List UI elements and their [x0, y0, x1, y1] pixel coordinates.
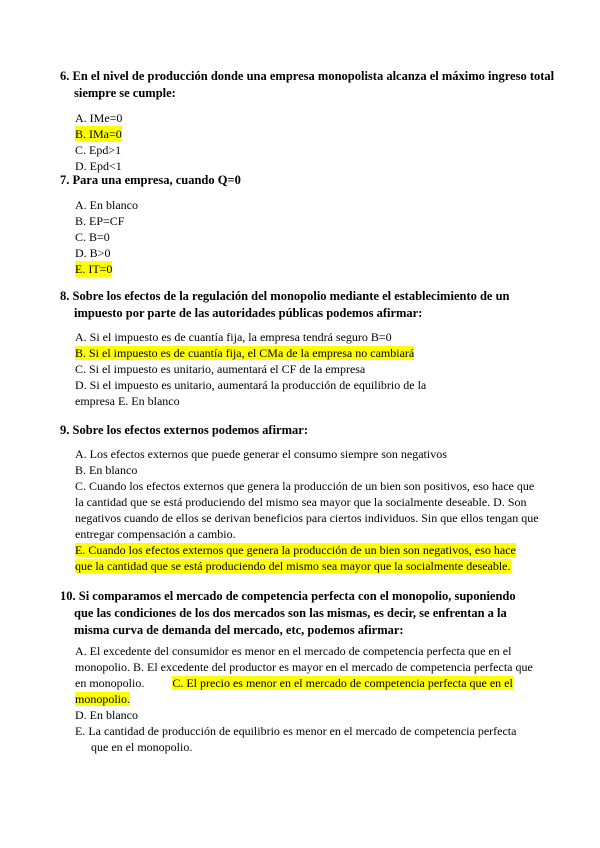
option-e-highlighted: E. Cuando los efectos externos que genera la producción de un bien son negativos, eso hace [75, 543, 516, 557]
question-text: Sobre los efectos de la regulación del monopolio mediante el establecimiento de un [72, 289, 510, 303]
option-a-continued: monopolio. B. El excedente del productor es mayor en el mercado de competencia perfecta que [75, 660, 533, 674]
question-text-continued: siempre se cumple: [74, 86, 176, 100]
question-10-options [75, 643, 533, 755]
question-text-continued: impuesto por parte de las autoridades públicas podemos afirmar: [74, 306, 423, 320]
question-number: 7. [60, 173, 70, 187]
option-a: A. Los efectos externos que puede generar el consumo siempre son negativos [75, 447, 447, 461]
option-c: C. Si el impuesto es unitario, aumentará el CF de la empresa [75, 362, 366, 376]
question-text: En el nivel de producción donde una empresa monopolista alcanza el máximo ingreso total [72, 69, 555, 83]
option-c-continued: la cantidad que se está produciendo del mismo sea mayor que la socialmente deseable. D. Son [75, 495, 527, 509]
question-text: Si comparamos el mercado de competencia perfecta con el monopolio, suponiendo [78, 589, 516, 603]
option-c-highlighted: C. El precio es menor en el mercado de competencia perfecta que en el [172, 676, 513, 690]
option-a: A. IMe=0 [75, 111, 123, 125]
option-d-continued: negativos cuando de ellos se derivan beneficios para ciertos individuos. Sin que ellos tengan que [75, 511, 539, 525]
option-d: D. En blanco [75, 708, 138, 722]
option-a: A. Si el impuesto es de cuantía fija, la empresa tendrá seguro B=0 [75, 330, 392, 344]
option-d: D. Si el impuesto es unitario, aumentará la producción de equilibrio de la [75, 378, 427, 392]
option-b: B. EP=CF [75, 214, 125, 228]
option-b-end: en monopolio. [75, 676, 145, 690]
option-e-highlighted: E. IT=0 [75, 262, 113, 276]
option-a: A. En blanco [75, 198, 138, 212]
question-text: Para una empresa, cuando Q=0 [72, 173, 241, 187]
option-c-highlighted-continued: monopolio. [75, 692, 131, 706]
question-9-title [60, 422, 308, 439]
question-number: 6. [60, 69, 70, 83]
option-b: B. En blanco [75, 463, 138, 477]
question-8-title [60, 288, 510, 322]
question-10-title [60, 588, 516, 639]
question-number: 9. [60, 423, 70, 437]
option-e-continued: que en el monopolio. [91, 740, 193, 754]
question-number: 8. [60, 289, 70, 303]
option-c: C. Cuando los efectos externos que genera la producción de un bien son positivos, eso hace que [75, 479, 535, 493]
option-a: A. El excedente del consumidor es menor en el mercado de competencia perfecta que en el [75, 644, 512, 658]
question-6-title [60, 68, 554, 102]
option-d: D. Epd<1 [75, 159, 122, 173]
option-d-continued: empresa E. En blanco [75, 394, 180, 408]
option-c: C. B=0 [75, 230, 110, 244]
question-text-continued-2: misma curva de demanda del mercado, etc, podemos afirmar: [74, 623, 404, 637]
option-e: E. La cantidad de producción de equilibrio es menor en el mercado de competencia perfecta [75, 724, 517, 738]
question-9-options [75, 446, 539, 574]
option-c: C. Epd>1 [75, 143, 122, 157]
question-7-title [60, 172, 241, 189]
question-8-options [75, 329, 426, 409]
question-text: Sobre los efectos externos podemos afirmar: [72, 423, 308, 437]
option-d: D. B>0 [75, 246, 111, 260]
question-text-continued: que las condiciones de los dos mercados son las mismas, es decir, se enfrentan a la [74, 606, 507, 620]
question-number: 10. [60, 589, 76, 603]
option-b-highlighted: B. IMa=0 [75, 127, 122, 141]
option-e-highlighted-continued: que la cantidad que se está produciendo del mismo sea mayor que la socialmente deseable. [75, 559, 511, 573]
option-b-highlighted: B. Si el impuesto es de cuantía fija, el CMa de la empresa no cambiará [75, 346, 415, 360]
option-d-end: entregar compensación a cambio. [75, 527, 236, 541]
